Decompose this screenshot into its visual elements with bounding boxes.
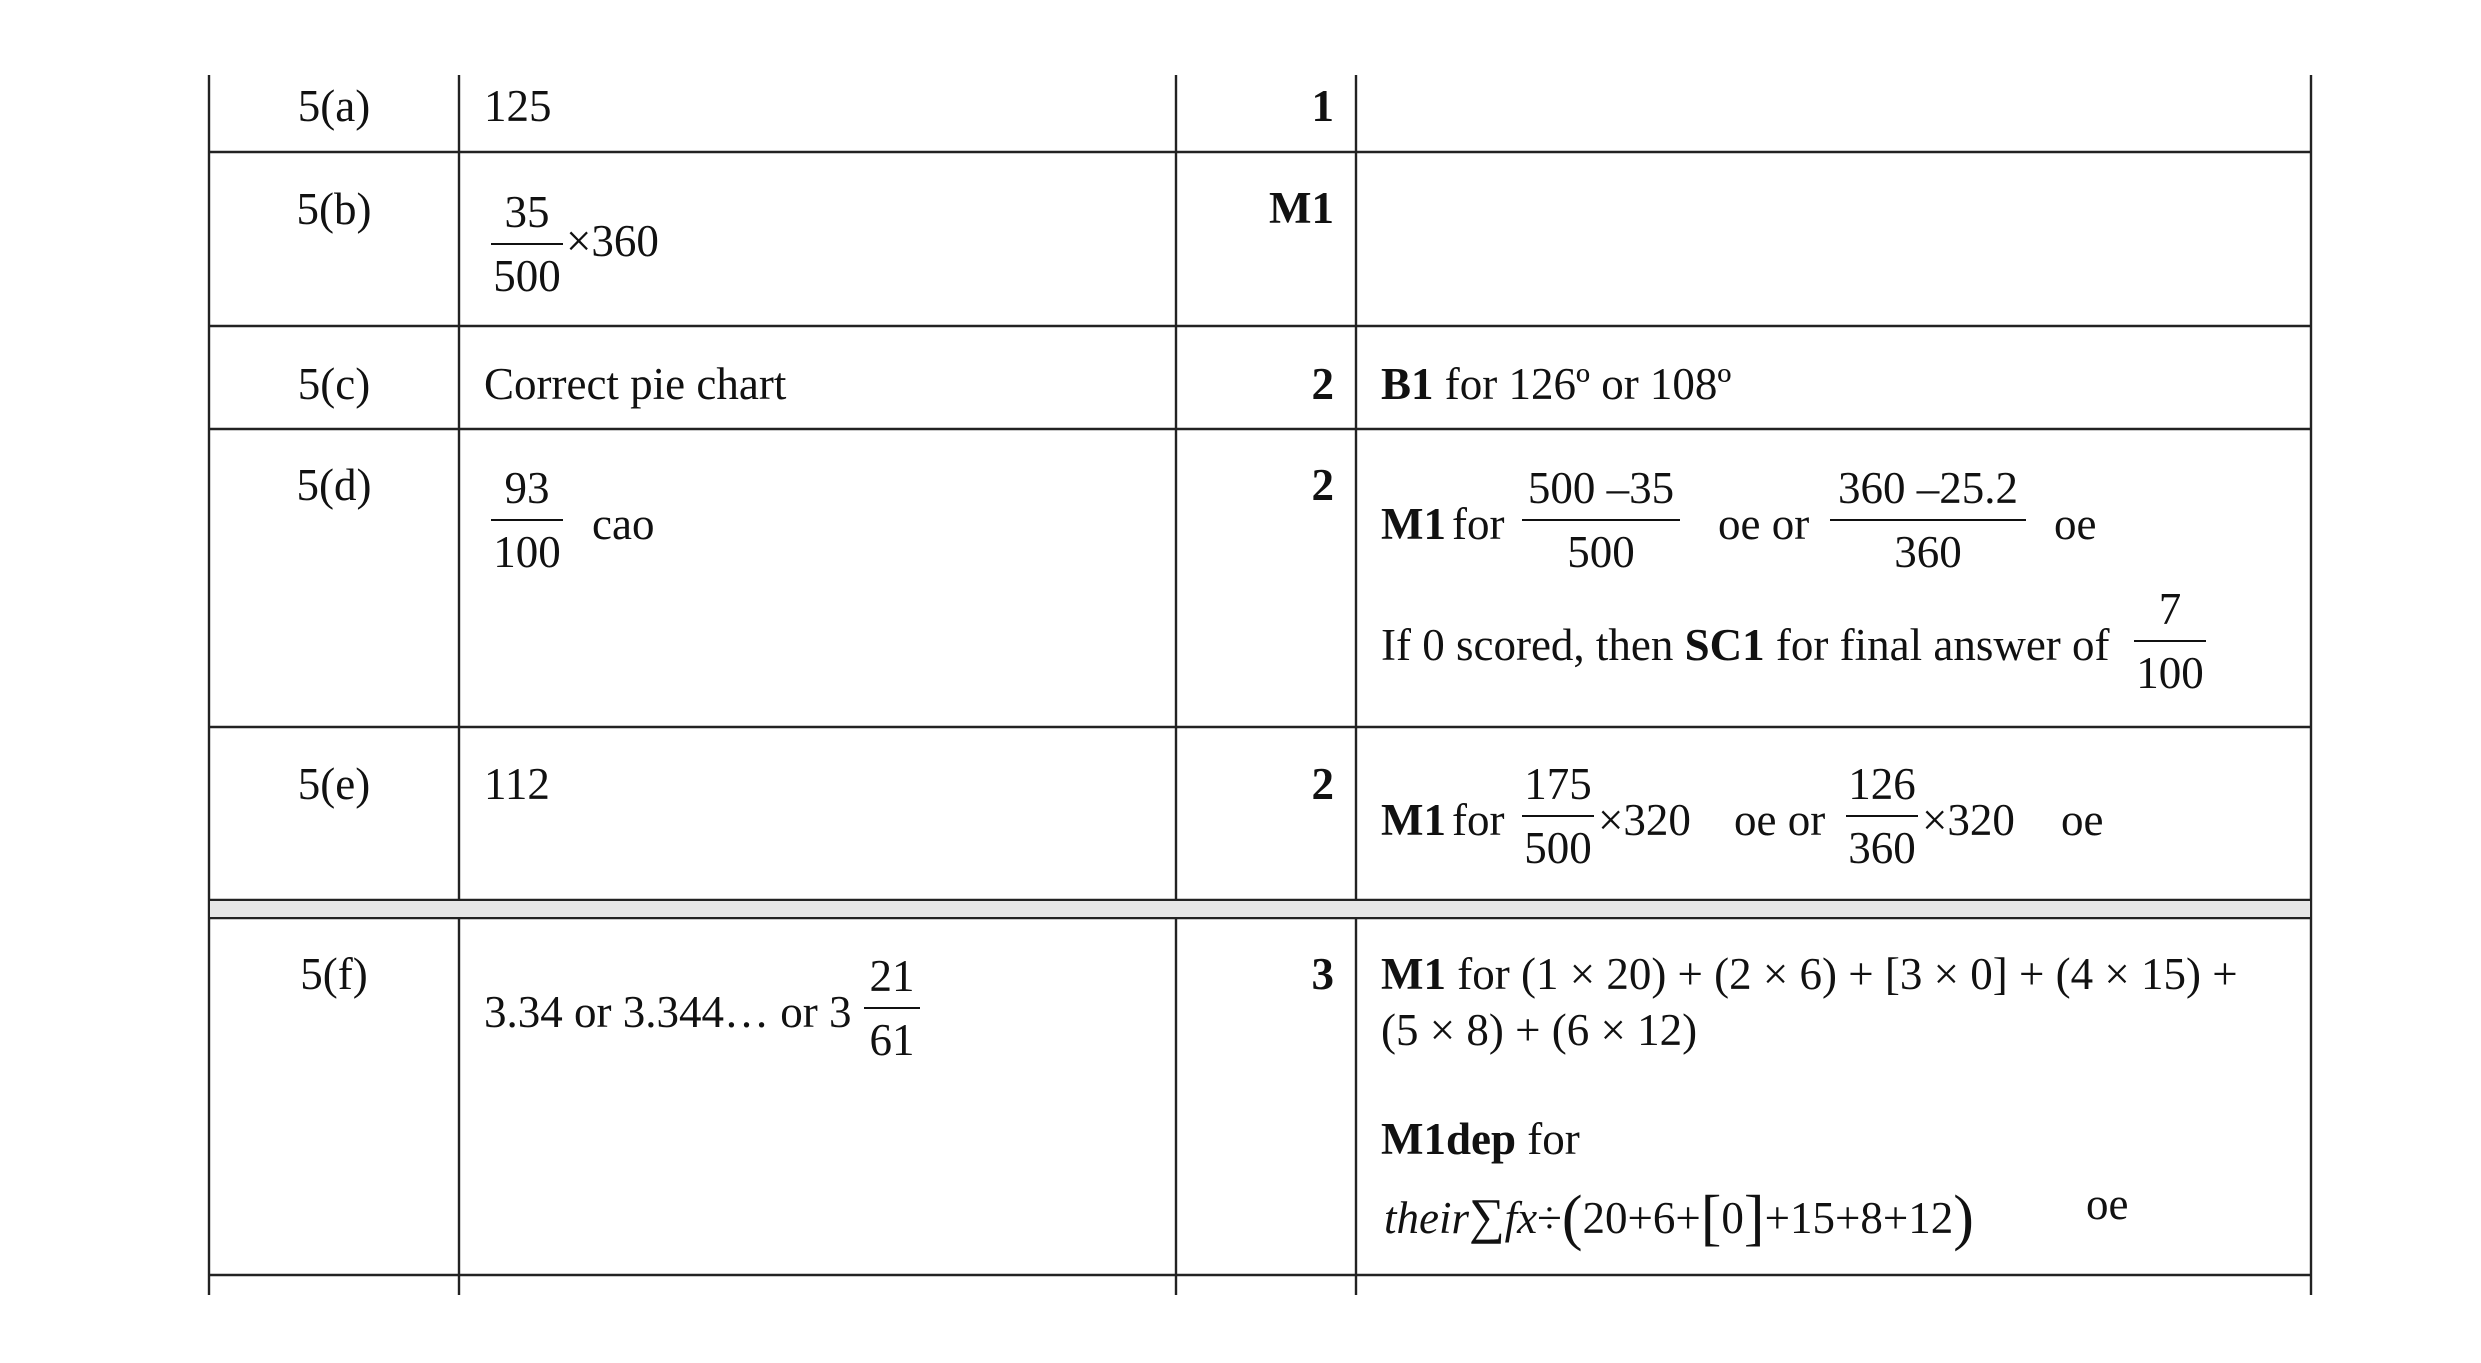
answer-multiplier: ×360 (566, 216, 659, 266)
dependent-method-note: M1dep for (1381, 1114, 1580, 1164)
notes-multiplier: ×320 (1922, 795, 2015, 845)
mark-cell: 2 (1311, 359, 1334, 409)
answer-cell: Correct pie chart (484, 359, 787, 409)
notes-text: oe or (1734, 795, 1826, 845)
mark-cell: 2 (1311, 759, 1334, 809)
special-case-note: If 0 scored, then SC1 for final answer of (1381, 620, 2110, 670)
formula-expression: their∑fx÷(20+6+[0]+15+8+12) (1384, 1184, 1974, 1252)
mark-cell: 2 (1311, 460, 1334, 510)
method-note-line: (5 × 8) + (6 × 12) (1381, 1005, 1698, 1055)
question-number: 5(c) (297, 359, 371, 409)
notes-text: oe (2054, 499, 2097, 549)
question-number: 5(e) (297, 759, 371, 809)
notes-fraction: 175 500 (1522, 762, 1594, 871)
answer-cell: 125 (484, 81, 552, 131)
answer-fraction: 93 100 (491, 466, 563, 575)
method-note-line: M1 for (1 × 20) + (2 × 6) + [3 × 0] + (4 × 15) + (1381, 949, 2238, 999)
notes-text: for (1452, 499, 1505, 549)
question-number: 5(d) (296, 460, 372, 510)
answer-fraction: 35 500 (491, 190, 563, 299)
question-number: 5(b) (296, 184, 372, 234)
method-mark-label: M1 (1381, 795, 1446, 845)
notes-fraction: 126 360 (1846, 762, 1918, 871)
notes-fraction: 360 –25.2 360 (1830, 466, 2026, 575)
answer-cell: 112 (484, 759, 550, 809)
notes-multiplier: ×320 (1598, 795, 1691, 845)
mark-cell: M1 (1269, 183, 1334, 233)
notes-text: oe or (1718, 499, 1810, 549)
answer-cell: 3.34 or 3.344… or 3 (484, 987, 852, 1037)
notes-cell: B1 for 126º or 108º (1381, 359, 1732, 409)
answer-note: cao (592, 499, 655, 549)
notes-fraction: 7 100 (2134, 587, 2206, 696)
method-mark-label: M1 (1381, 499, 1446, 549)
answer-mixed-fraction: 21 61 (864, 954, 920, 1063)
notes-text: oe (2061, 795, 2104, 845)
mark-cell: 1 (1311, 81, 1334, 131)
question-number: 5(f) (300, 949, 368, 999)
notes-text: for (1452, 795, 1505, 845)
notes-text: oe (2086, 1179, 2129, 1229)
question-number: 5(a) (297, 81, 371, 131)
mark-cell: 3 (1311, 949, 1334, 999)
notes-fraction: 500 –35 500 (1522, 466, 1680, 575)
